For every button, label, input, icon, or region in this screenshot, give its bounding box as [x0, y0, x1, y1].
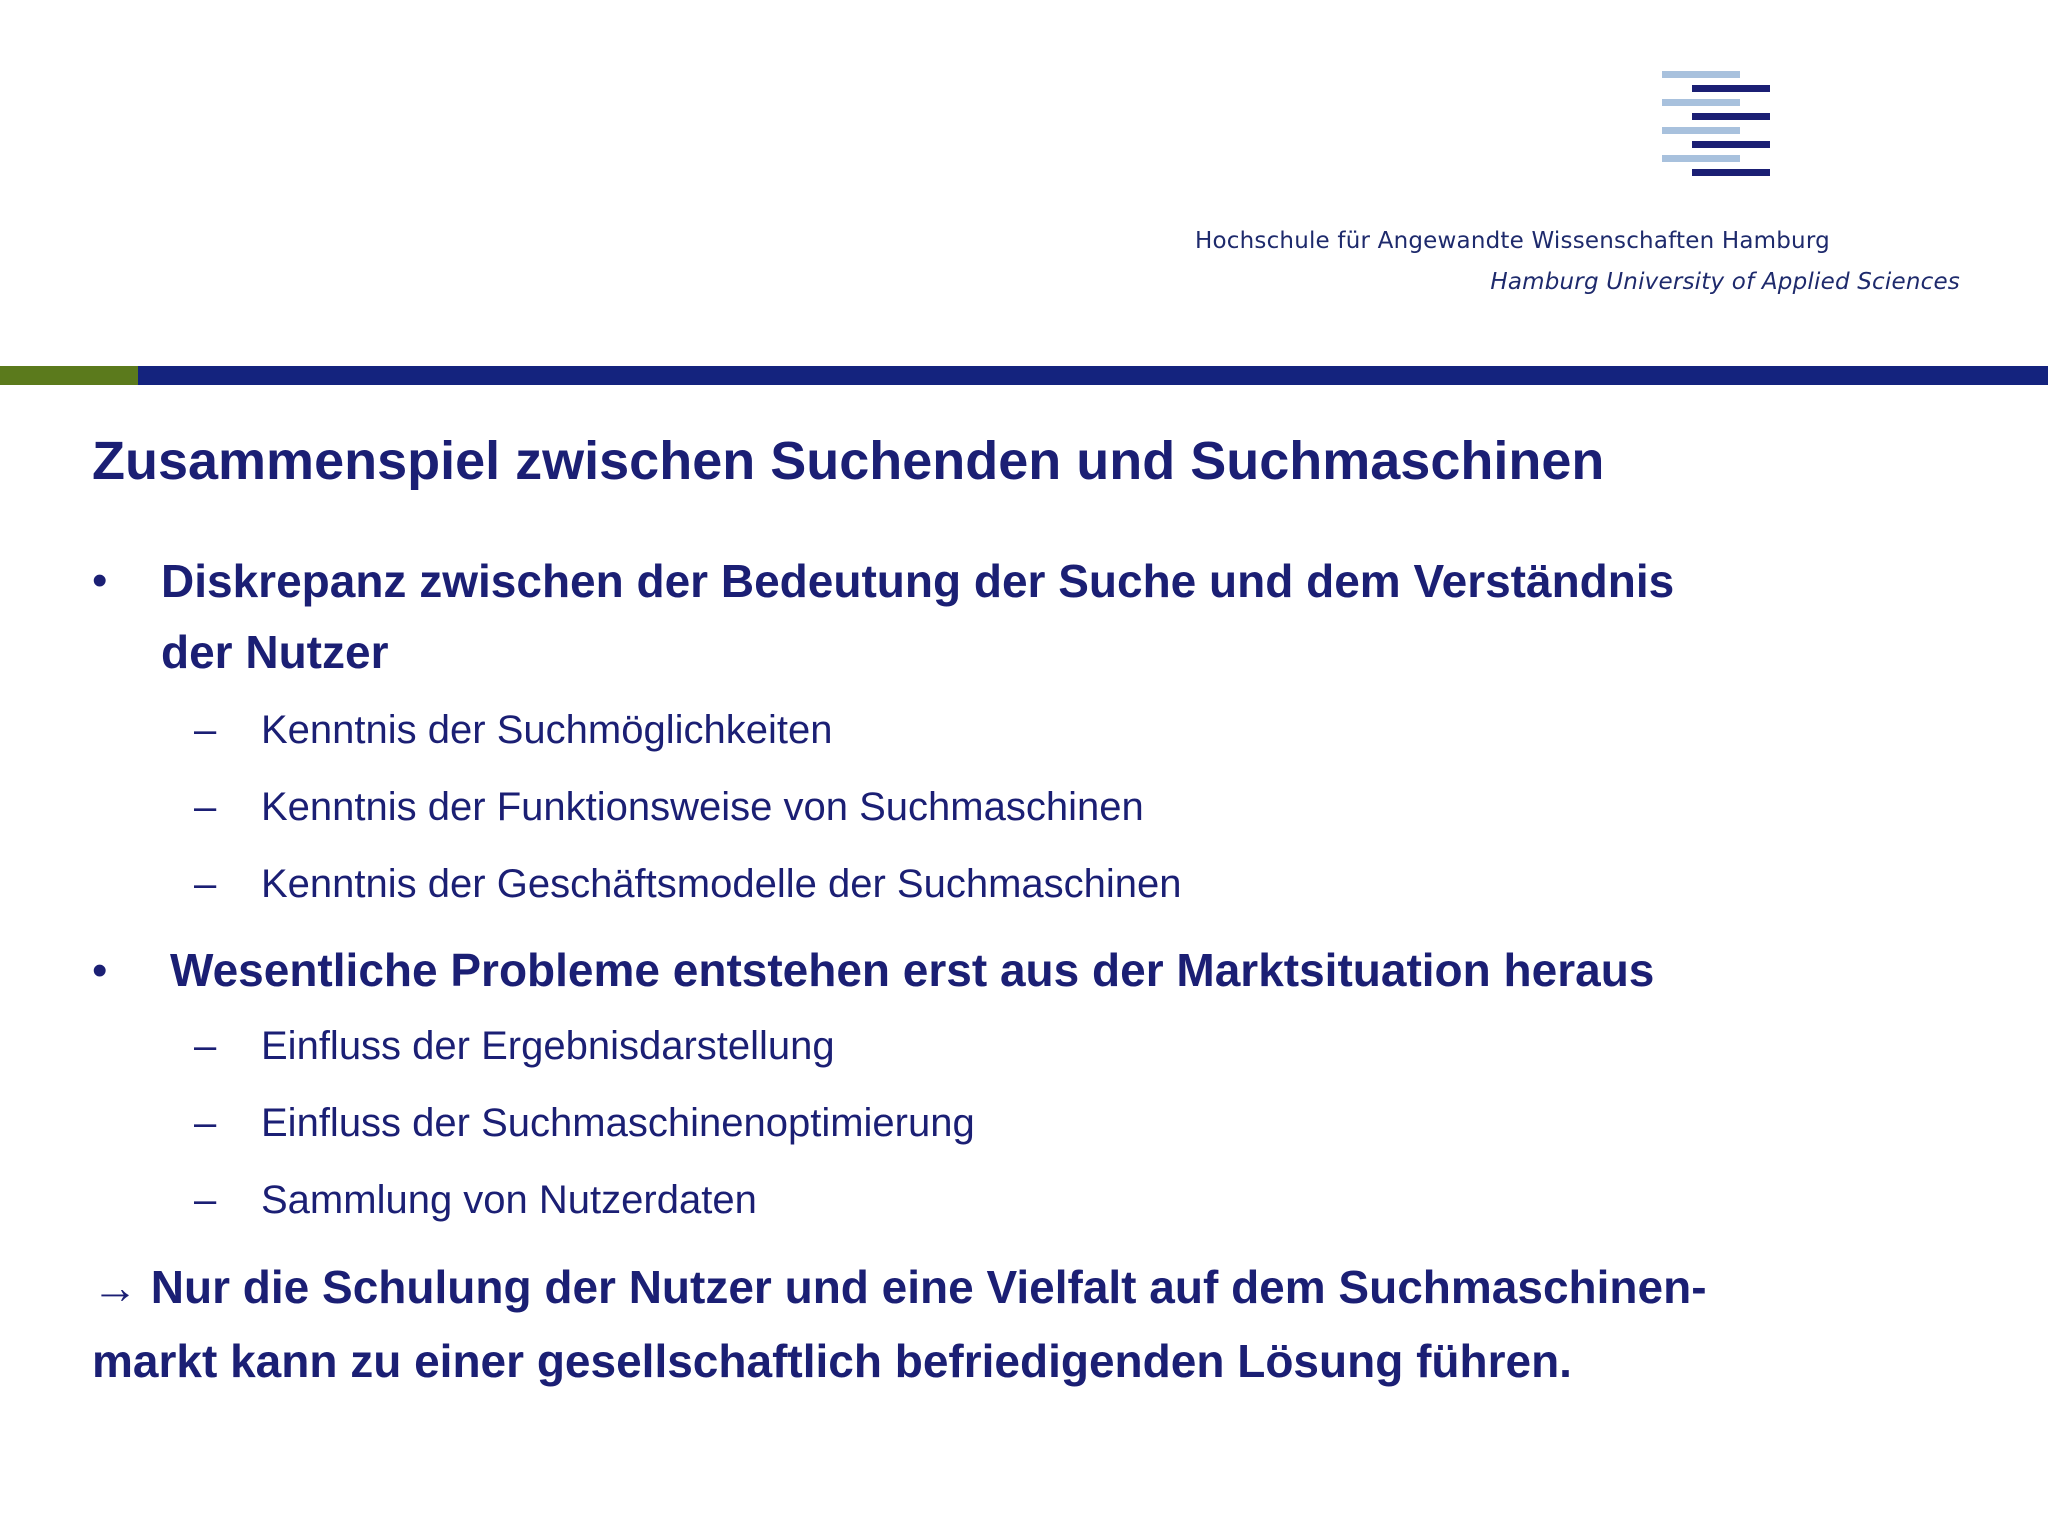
dash-icon: –: [194, 785, 217, 829]
dash-icon: –: [194, 708, 217, 752]
dash-icon: –: [194, 862, 217, 906]
conclusion-line-1: [92, 1250, 1707, 1324]
header-stripe-green: [0, 366, 138, 385]
arrow-right-icon: →: [92, 1261, 138, 1313]
bullet-2-line-1: Wesentliche Probleme entstehen erst aus der Marktsituation heraus: [170, 944, 1655, 996]
header-stripe: [0, 366, 2048, 385]
sub-item: Einfluss der Ergebnisdarstellung: [261, 1024, 835, 1068]
institution-name-de: Hochschule für Angewandte Wissenschaften Hamburg: [1195, 228, 1830, 254]
haw-logo-icon: [1660, 66, 1770, 180]
institution-name-en: Hamburg University of Applied Sciences: [1490, 269, 1960, 295]
sub-item: Kenntnis der Funktionsweise von Suchmaschinen: [261, 785, 1144, 829]
bullet-point-icon: •: [92, 556, 108, 605]
sub-item: Sammlung von Nutzerdaten: [261, 1178, 757, 1222]
sub-item: Kenntnis der Geschäftsmodelle der Suchmaschinen: [261, 862, 1182, 906]
slide-title: Zusammenspiel zwischen Suchenden und Suchmaschinen: [92, 431, 1605, 491]
sub-item: Einfluss der Suchmaschinenoptimierung: [261, 1101, 975, 1145]
conclusion-text-1: Nur die Schulung der Nutzer und eine Vielfalt auf dem Suchmaschinen-: [150, 1261, 1707, 1313]
bullet-point-icon: •: [92, 946, 108, 995]
dash-icon: –: [194, 1101, 217, 1145]
dash-icon: –: [194, 1178, 217, 1222]
conclusion-line-2: markt kann zu einer gesellschaftlich befriedigenden Lösung führen.: [92, 1335, 1572, 1387]
sub-item: Kenntnis der Suchmöglichkeiten: [261, 708, 833, 752]
conclusion: [92, 1250, 1707, 1398]
bullet-1-line-1: Diskrepanz zwischen der Bedeutung der Suche und dem Verständnis: [161, 555, 1675, 607]
header-stripe-blue: [138, 366, 2048, 385]
dash-icon: –: [194, 1024, 217, 1068]
bullet-1-line-2: der Nutzer: [161, 626, 389, 678]
